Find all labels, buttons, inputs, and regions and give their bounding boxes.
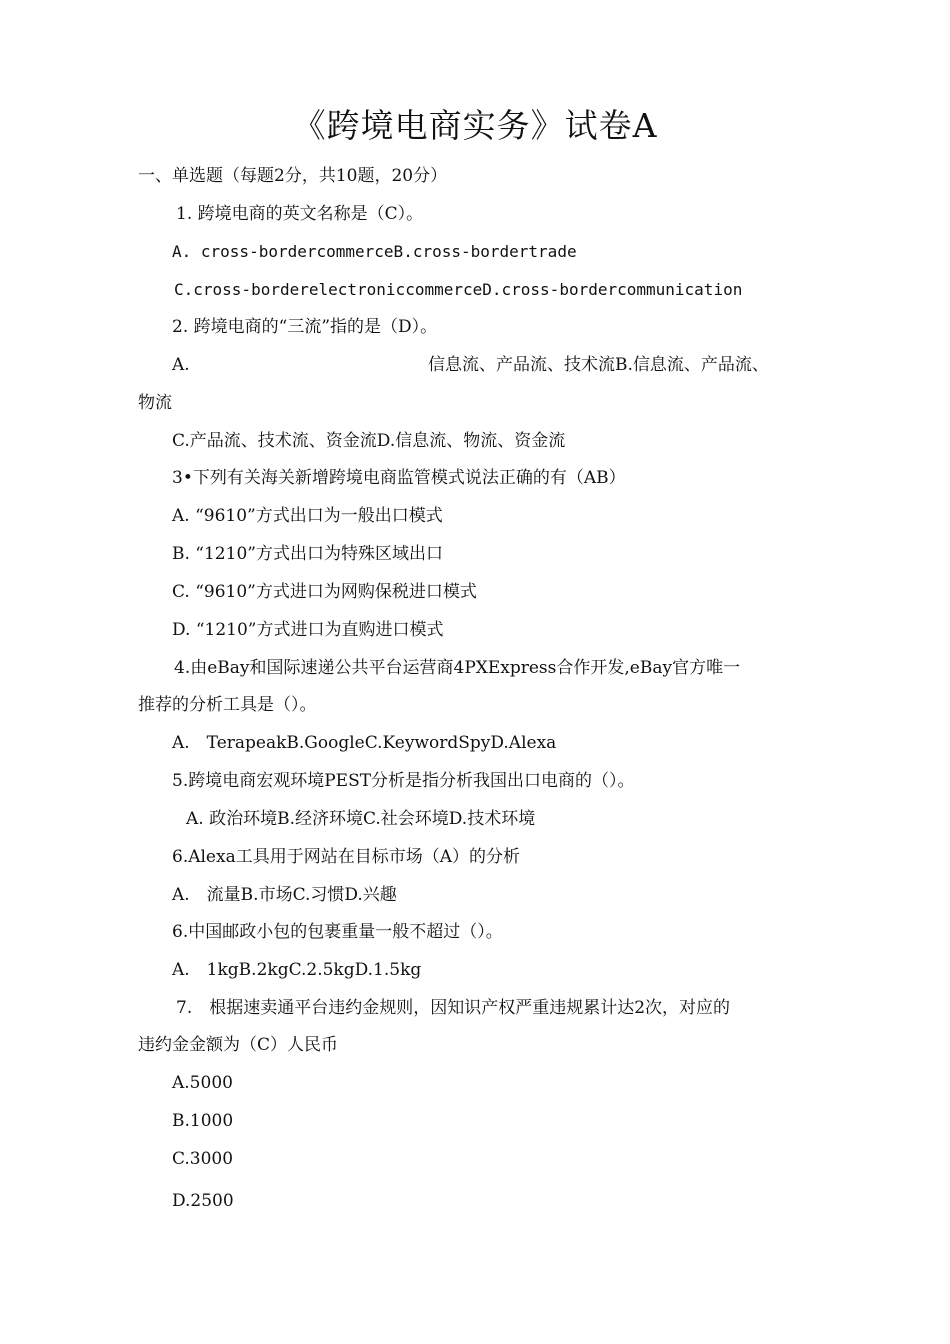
question-6b-options: A. 1kgB.2kgC.2.5kgD.1.5kg (172, 960, 422, 980)
question-6a-options: A. 流量B.市场C.习惯D.兴趣 (172, 885, 397, 905)
question-1-options-cd: C.cross-borderelectroniccommerceD.cross-bordercommunication (174, 280, 743, 299)
question-4-options: A. TerapeakB.GoogleC.KeywordSpyD.Alexa (172, 733, 557, 753)
question-2: 2. 跨境电商的“三流”指的是（D）。 (172, 317, 438, 337)
section-heading: 一、单选题（每题2分，共10题，20分） (138, 166, 448, 186)
question-2-options-ab: 信息流、产品流、技术流B.信息流、产品流、 (428, 355, 769, 375)
question-7-option-b: B.1000 (172, 1111, 234, 1131)
question-4-continued: 推荐的分析工具是（）。 (138, 695, 317, 715)
question-5: 5.跨境电商宏观环境PEST分析是指分析我国出口电商的（）。 (172, 771, 635, 791)
page-title: 《跨境电商实务》试卷A (292, 106, 658, 145)
question-1-options-ab: A. cross-bordercommerceB.cross-bordertrade (172, 242, 577, 261)
question-7-option-c: C.3000 (172, 1149, 234, 1169)
question-3-option-d: D. “1210”方式进口为直购进口模式 (172, 620, 444, 640)
question-7-option-d: D.2500 (172, 1191, 234, 1211)
question-3: 3•下列有关海关新增跨境电商监管模式说法正确的有（AB） (172, 468, 626, 488)
question-6b: 6.中国邮政小包的包裹重量一般不超过（）。 (172, 922, 503, 942)
question-3-option-b: B. “1210”方式出口为特殊区域出口 (172, 544, 443, 564)
question-5-options: A. 政治环境B.经济环境C.社会环境D.技术环境 (186, 809, 536, 829)
question-1: 1. 跨境电商的英文名称是（C）。 (176, 204, 424, 224)
question-2-option-a-label: A. (172, 355, 190, 375)
question-2-options-cd: C.产品流、技术流、资金流D.信息流、物流、资金流 (172, 431, 566, 451)
question-6a: 6.Alexa工具用于网站在目标市场（A）的分析 (172, 847, 520, 867)
question-7-option-a: A.5000 (172, 1073, 233, 1093)
question-4: 4.由eBay和国际速递公共平台运营商4PXExpress合作开发,eBay官方唯一 (174, 658, 741, 678)
question-7-continued: 违约金金额为（C）人民币 (138, 1035, 339, 1055)
question-3-option-a: A. “9610”方式出口为一般出口模式 (172, 506, 443, 526)
question-2-options-ab-continued: 物流 (138, 393, 172, 413)
question-7: 7. 根据速卖通平台违约金规则，因知识产权严重违规累计达2次，对应的 (176, 998, 731, 1018)
question-3-option-c: C. “9610”方式进口为网购保税进口模式 (172, 582, 477, 602)
